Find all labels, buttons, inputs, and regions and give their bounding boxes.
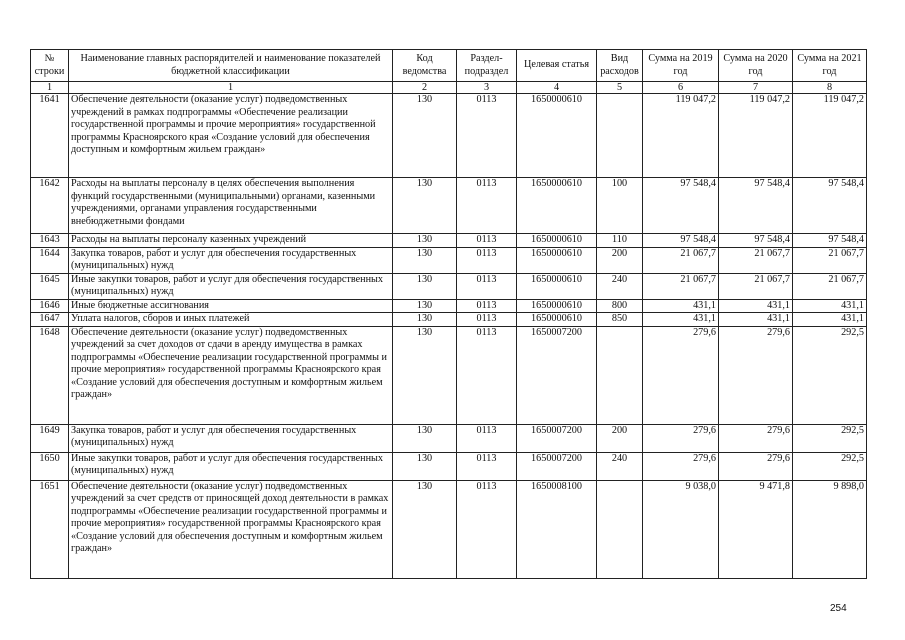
table-row (31, 326, 867, 424)
row-sum-2019: 21 067,7 (643, 273, 719, 299)
row-section: 0113 (457, 313, 517, 327)
row-sum-2021: 431,1 (793, 313, 867, 327)
row-target: 1650000610 (517, 234, 597, 248)
column-number: 8 (793, 82, 867, 94)
row-code: 130 (393, 247, 457, 273)
row-code: 130 (393, 313, 457, 327)
row-sum-2020: 97 548,4 (719, 234, 793, 248)
row-code: 130 (393, 480, 457, 578)
row-number: 1648 (31, 326, 69, 424)
row-sum-2020: 119 047,2 (719, 94, 793, 178)
table-row (31, 273, 867, 299)
table-row (31, 424, 867, 452)
row-number: 1644 (31, 247, 69, 273)
row-type: 100 (597, 178, 643, 234)
row-type: 800 (597, 299, 643, 313)
row-section: 0113 (457, 299, 517, 313)
row-type: 200 (597, 247, 643, 273)
header-section: Раздел-подраздел (457, 50, 517, 82)
row-target: 1650007200 (517, 452, 597, 480)
budget-table (30, 49, 867, 579)
row-target: 1650007200 (517, 424, 597, 452)
row-section: 0113 (457, 273, 517, 299)
header-target: Целевая статья (517, 50, 597, 82)
row-sum-2019: 21 067,7 (643, 247, 719, 273)
row-sum-2019: 9 038,0 (643, 480, 719, 578)
table-row (31, 299, 867, 313)
row-sum-2021: 292,5 (793, 326, 867, 424)
row-name: Обеспечение деятельности (оказание услуг) подведомственных учреждений за счет доходов от сдачи в аренду имущества в рамках подпрограммы «Обеспечение реализации государственной программы и прочие мероприятия» государственной программы Красноярского края «Создание условий для обеспечения доступным и комфортным жильем граждан» (69, 326, 393, 424)
row-name: Обеспечение деятельности (оказание услуг) подведомственных учреждений в рамках подпрограммы «Обеспечение реализации государственной программы и прочие мероприятия» государственной программы Красноярского края «Создание условий для обеспечения доступным и комфортным жильем граждан» (69, 94, 393, 178)
row-code: 130 (393, 94, 457, 178)
column-number: 7 (719, 82, 793, 94)
row-number: 1645 (31, 273, 69, 299)
row-section: 0113 (457, 178, 517, 234)
row-type: 200 (597, 424, 643, 452)
header-sum-2020: Сумма на 2020 год (719, 50, 793, 82)
row-sum-2021: 292,5 (793, 452, 867, 480)
row-section: 0113 (457, 480, 517, 578)
row-section: 0113 (457, 247, 517, 273)
row-sum-2021: 292,5 (793, 424, 867, 452)
row-code: 130 (393, 234, 457, 248)
row-number: 1647 (31, 313, 69, 327)
column-number: 2 (393, 82, 457, 94)
row-type: 850 (597, 313, 643, 327)
column-number: 5 (597, 82, 643, 94)
header-code: Код ведомства (393, 50, 457, 82)
row-name: Закупка товаров, работ и услуг для обеспечения государственных (муниципальных) нужд (69, 424, 393, 452)
table-row (31, 313, 867, 327)
row-target: 1650007200 (517, 326, 597, 424)
row-name: Расходы на выплаты персоналу в целях обеспечения выполнения функций государственными (муниципальными) органами, казенными учреждениями, органами управления государственными внебюджетными фондами (69, 178, 393, 234)
row-section: 0113 (457, 452, 517, 480)
row-section: 0113 (457, 234, 517, 248)
page-number: 254 (830, 603, 847, 614)
row-sum-2021: 431,1 (793, 299, 867, 313)
row-type: 110 (597, 234, 643, 248)
row-number: 1641 (31, 94, 69, 178)
row-sum-2020: 279,6 (719, 452, 793, 480)
row-number: 1642 (31, 178, 69, 234)
table-row (31, 234, 867, 248)
header-sum-2019: Сумма на 2019 год (643, 50, 719, 82)
column-number: 3 (457, 82, 517, 94)
row-sum-2019: 279,6 (643, 424, 719, 452)
row-sum-2021: 9 898,0 (793, 480, 867, 578)
row-name: Иные бюджетные ассигнования (69, 299, 393, 313)
row-number: 1649 (31, 424, 69, 452)
row-target: 1650000610 (517, 94, 597, 178)
row-name: Иные закупки товаров, работ и услуг для обеспечения государственных (муниципальных) нужд (69, 273, 393, 299)
row-sum-2021: 21 067,7 (793, 273, 867, 299)
header-name: Наименование главных распорядителей и наименование показателей бюджетной классификации (69, 50, 393, 82)
row-number: 1646 (31, 299, 69, 313)
row-name: Расходы на выплаты персоналу казенных учреждений (69, 234, 393, 248)
row-sum-2019: 431,1 (643, 313, 719, 327)
row-sum-2020: 279,6 (719, 424, 793, 452)
table-row (31, 480, 867, 578)
row-type (597, 94, 643, 178)
row-type: 240 (597, 273, 643, 299)
row-sum-2019: 119 047,2 (643, 94, 719, 178)
row-section: 0113 (457, 326, 517, 424)
column-number: 1 (69, 82, 393, 94)
row-sum-2020: 431,1 (719, 313, 793, 327)
table-row (31, 178, 867, 234)
row-sum-2021: 21 067,7 (793, 247, 867, 273)
row-sum-2021: 119 047,2 (793, 94, 867, 178)
row-type (597, 326, 643, 424)
row-sum-2019: 431,1 (643, 299, 719, 313)
row-section: 0113 (457, 424, 517, 452)
row-number: 1643 (31, 234, 69, 248)
row-sum-2020: 431,1 (719, 299, 793, 313)
row-sum-2020: 97 548,4 (719, 178, 793, 234)
header-row (31, 50, 867, 82)
row-target: 1650000610 (517, 247, 597, 273)
row-type (597, 480, 643, 578)
row-type: 240 (597, 452, 643, 480)
row-sum-2021: 97 548,4 (793, 234, 867, 248)
header-sum-2021: Сумма на 2021 год (793, 50, 867, 82)
row-code: 130 (393, 178, 457, 234)
row-sum-2019: 279,6 (643, 326, 719, 424)
column-number: 1 (31, 82, 69, 94)
row-number: 1650 (31, 452, 69, 480)
table-row (31, 452, 867, 480)
row-sum-2020: 21 067,7 (719, 273, 793, 299)
row-target: 1650000610 (517, 299, 597, 313)
row-name: Закупка товаров, работ и услуг для обеспечения государственных (муниципальных) нужд (69, 247, 393, 273)
row-sum-2019: 97 548,4 (643, 178, 719, 234)
row-sum-2020: 9 471,8 (719, 480, 793, 578)
row-name: Иные закупки товаров, работ и услуг для обеспечения государственных (муниципальных) нужд (69, 452, 393, 480)
row-code: 130 (393, 452, 457, 480)
row-code: 130 (393, 273, 457, 299)
row-sum-2019: 279,6 (643, 452, 719, 480)
row-target: 1650000610 (517, 313, 597, 327)
row-code: 130 (393, 299, 457, 313)
row-target: 1650008100 (517, 480, 597, 578)
row-code: 130 (393, 326, 457, 424)
row-sum-2019: 97 548,4 (643, 234, 719, 248)
row-sum-2020: 21 067,7 (719, 247, 793, 273)
column-number: 4 (517, 82, 597, 94)
row-section: 0113 (457, 94, 517, 178)
row-sum-2020: 279,6 (719, 326, 793, 424)
row-name: Обеспечение деятельности (оказание услуг) подведомственных учреждений за счет средств от приносящей доход деятельности в рамках подпрограммы «Обеспечение реализации государственной программы и прочие мероприятия» государственной программы Красноярского края «Создание условий для обеспечения доступным и комфортным жильем граждан» (69, 480, 393, 578)
table-row (31, 94, 867, 178)
row-name: Уплата налогов, сборов и иных платежей (69, 313, 393, 327)
table-row (31, 247, 867, 273)
row-target: 1650000610 (517, 178, 597, 234)
header-type: Вид расходов (597, 50, 643, 82)
column-number: 6 (643, 82, 719, 94)
row-number: 1651 (31, 480, 69, 578)
row-target: 1650000610 (517, 273, 597, 299)
column-numbers-row (31, 82, 867, 94)
header-row-no: № строки (31, 50, 69, 82)
row-code: 130 (393, 424, 457, 452)
row-sum-2021: 97 548,4 (793, 178, 867, 234)
